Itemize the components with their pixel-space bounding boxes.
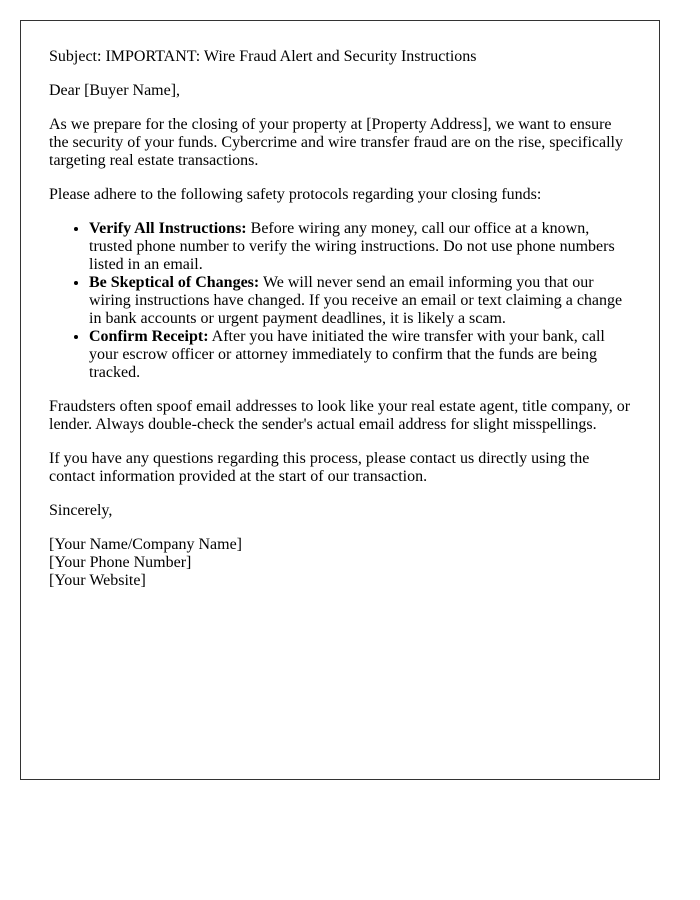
subject-line: Subject: IMPORTANT: Wire Fraud Alert and Security Instructions <box>49 48 477 65</box>
protocol-text: We will never send an email informing you that our wiring instructions have changed. If you receive an email or text claiming a change in bank accounts or urgent payment deadlines, it is likely a scam. <box>89 274 623 327</box>
warning-paragraph: Fraudsters often spoof email addresses to look like your real estate agent, title company, or lender. Always double-check the sender's actual email address for slight misspellings. <box>49 398 631 433</box>
signature-website: [Your Website] <box>49 572 146 589</box>
signature-name: [Your Name/Company Name] <box>49 536 243 553</box>
greeting: Dear [Buyer Name], <box>49 82 181 99</box>
protocols-list <box>49 220 631 382</box>
protocol-text: After you have initiated the wire transfer with your bank, call your escrow officer or attorney immediately to confirm that the funds are being tracked. <box>89 328 605 381</box>
protocol-title: Be Skeptical of Changes: <box>89 274 260 291</box>
signature-phone: [Your Phone Number] <box>49 554 192 571</box>
protocol-text: Before wiring any money, call our office at a known, trusted phone number to verify the wiring instructions. Do not use phone numbers listed in an email. <box>89 220 615 273</box>
protocols-intro: Please adhere to the following safety protocols regarding your closing funds: <box>49 186 542 203</box>
signature-block <box>49 536 631 590</box>
intro-paragraph: As we prepare for the closing of your property at [Property Address], we want to ensure the security of your funds. Cybercrime and wire transfer fraud are on the rise, specifically targeting real estate transactions. <box>49 116 623 169</box>
protocol-item <box>89 274 631 328</box>
letter-page <box>20 20 660 780</box>
contact-paragraph: If you have any questions regarding this process, please contact us directly using the contact information provided at the start of our transaction. <box>49 450 590 485</box>
protocol-title: Confirm Receipt: <box>89 328 209 345</box>
protocol-title: Verify All Instructions: <box>89 220 247 237</box>
closing: Sincerely, <box>49 502 113 519</box>
protocol-item <box>89 220 631 274</box>
protocol-item <box>89 328 631 382</box>
